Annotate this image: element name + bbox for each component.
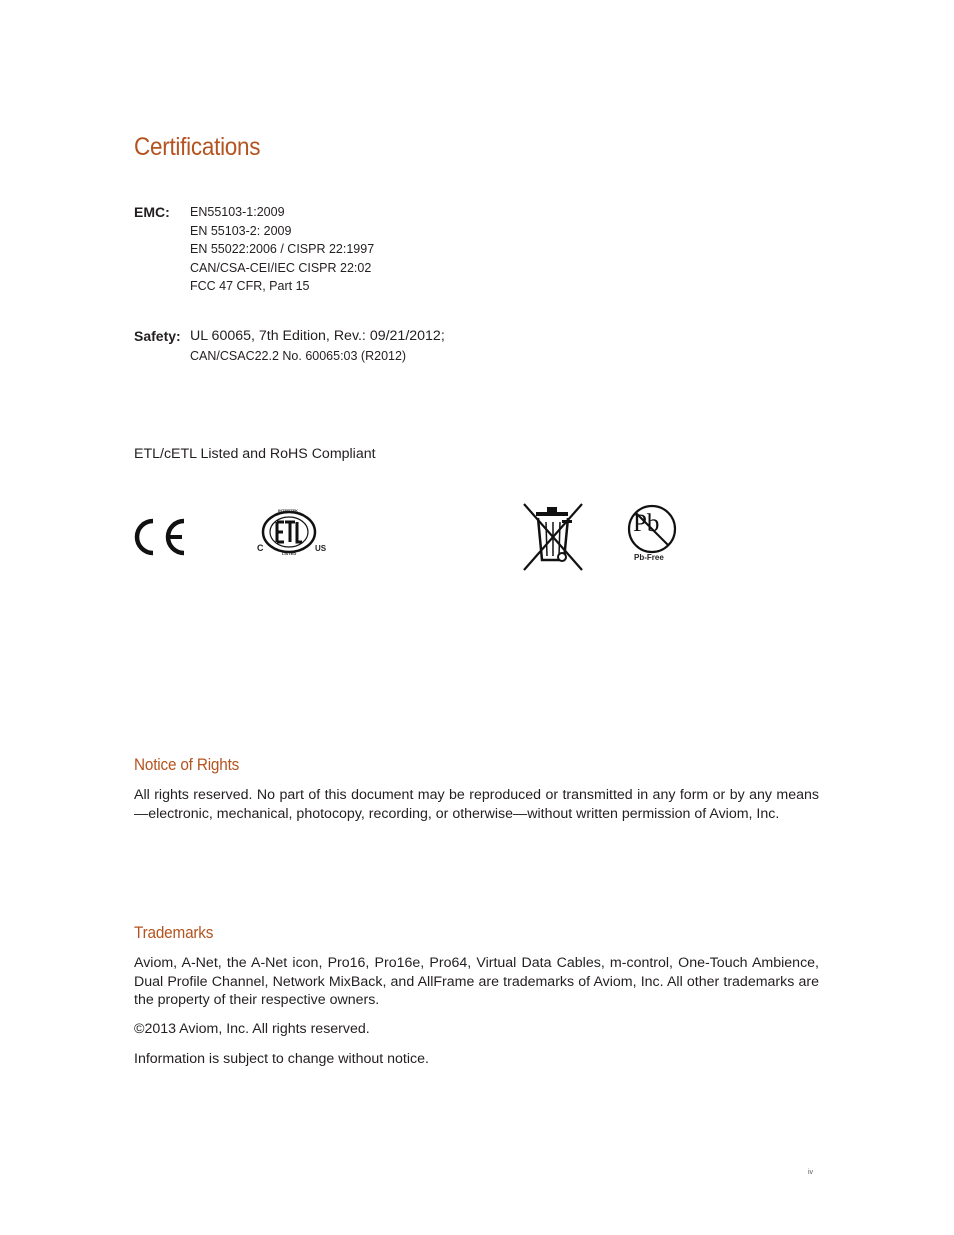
notice-text: All rights reserved. No part of this document may be reproduced or transmitted in any form or by any means—electronic, mechanical, photocopy, recording, or otherwise—without written permission of Aviom, Inc. [134, 787, 819, 822]
emc-item: EN55103-1:2009 [190, 205, 285, 219]
ce-mark-icon [134, 518, 188, 556]
emc-item: EN 55103-2: 2009 [190, 223, 292, 238]
copyright-text: ©2013 Aviom, Inc. All rights reserved. [134, 1021, 370, 1037]
disclaimer-text: Information is subject to change without notice. [134, 1051, 429, 1067]
etl-us-text: US [315, 544, 327, 553]
notice-heading: Notice of Rights [134, 755, 240, 774]
safety-line-1: UL 60065, 7th Edition, Rev.: 09/21/2012; [190, 328, 445, 344]
safety-label: Safety: [134, 328, 181, 344]
listing-statement: ETL/cETL Listed and RoHS Compliant [134, 446, 376, 462]
weee-crossed-bin-icon [522, 502, 584, 572]
trademarks-heading: Trademarks [134, 923, 214, 942]
emc-item: EN 55022:2006 / CISPR 22:1997 [190, 242, 375, 257]
etl-c-text: C [257, 543, 264, 553]
etl-bottom-text: LISTED [282, 551, 297, 556]
pb-symbol-text: Pb [633, 510, 660, 537]
safety-line-2: CAN/CSAC22.2 No. 60065:03 (R2012) [190, 349, 407, 363]
etl-top-text: INTERTEK [278, 508, 298, 513]
page-number: iv [808, 1169, 814, 1176]
emc-item: CAN/CSA-CEI/IEC CISPR 22:02 [190, 260, 372, 275]
pb-free-logo [624, 501, 680, 563]
etl-listed-logo [257, 508, 331, 558]
emc-item: FCC 47 CFR, Part 15 [190, 279, 310, 294]
emc-list [190, 203, 374, 296]
trademarks-text: Aviom, A-Net, the A-Net icon, Pro16, Pro16e, Pro64, Virtual Data Cables, m-control, One-Touch Ambience, Dual Profile Channel, Network MixBack, and AllFrame are trademarks of Aviom, Inc. All other trademarks are the property of their respective owners. [134, 955, 819, 1009]
emc-label: EMC: [134, 204, 170, 220]
page-title: Certifications [134, 133, 261, 161]
pb-caption: Pb-Free [634, 553, 664, 562]
